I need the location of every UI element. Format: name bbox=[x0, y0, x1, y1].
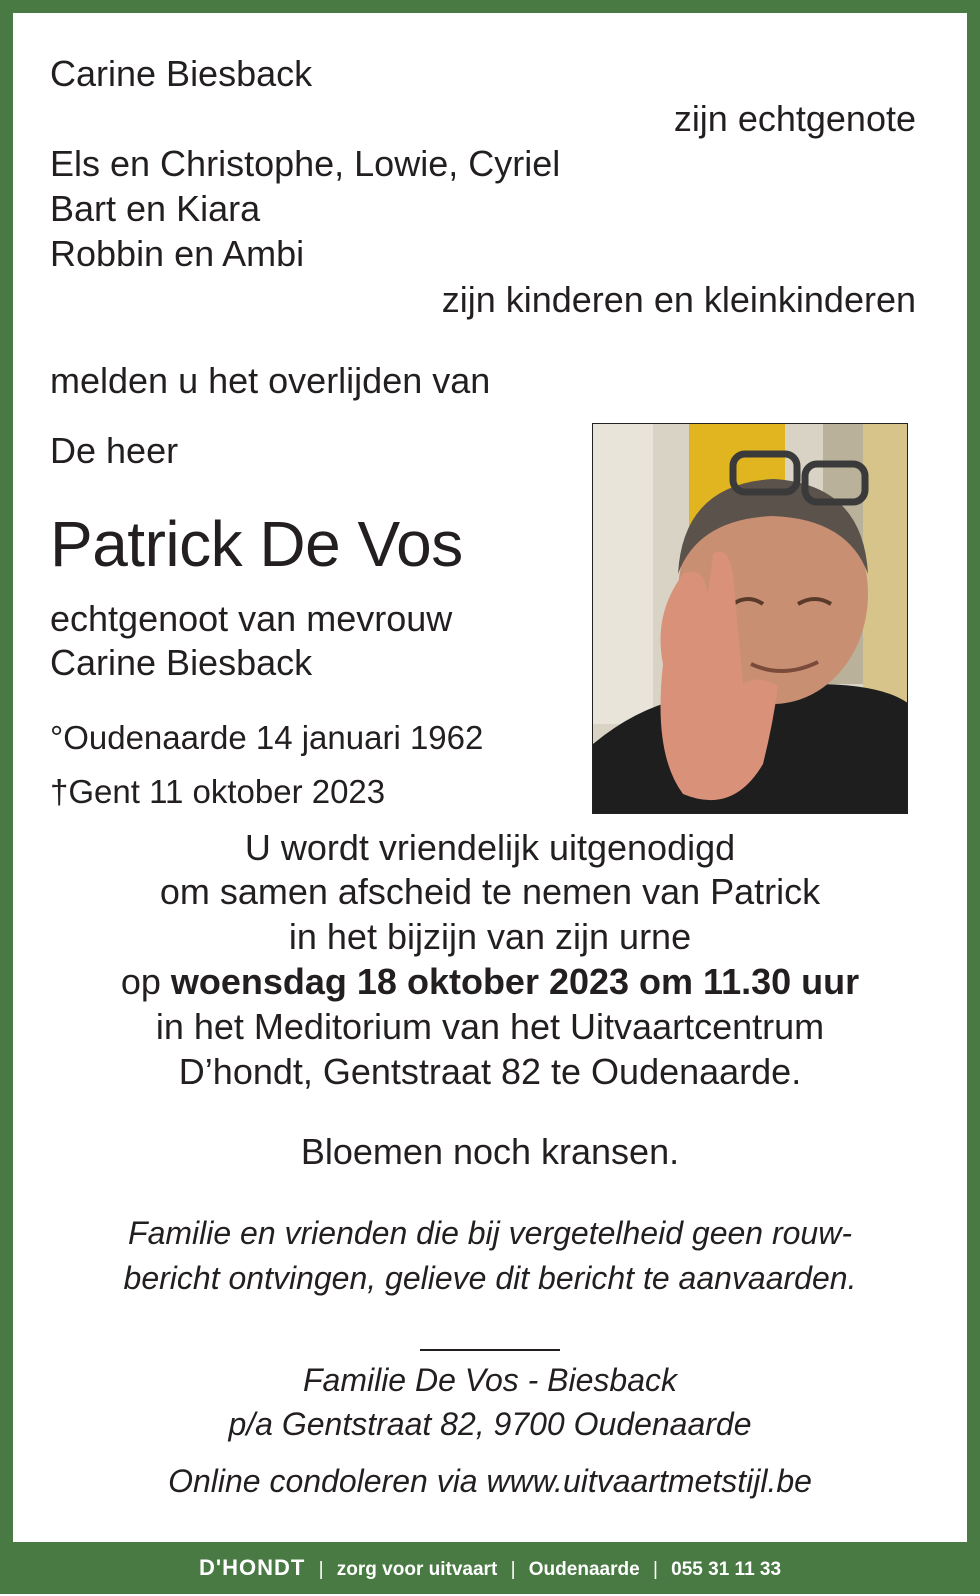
relation-line: Carine Biesback bbox=[50, 642, 313, 683]
portrait-illustration bbox=[593, 424, 908, 814]
footer-bar bbox=[0, 1542, 980, 1594]
children-role: zijn kinderen en kleinkinderen bbox=[441, 279, 916, 320]
spouse-role: zijn echtgenote bbox=[673, 98, 916, 139]
online-condolences: Online condoleren via www.uitvaartmetstijl.be bbox=[168, 1463, 812, 1499]
deceased-photo bbox=[592, 423, 908, 814]
family-signature: Familie De Vos - Biesback bbox=[302, 1362, 678, 1398]
children-line: Els en Christophe, Lowie, Cyriel bbox=[50, 143, 561, 184]
notice-line: bericht ontvingen, gelieve dit bericht te aanvaarden. bbox=[123, 1260, 857, 1296]
footer-city: Oudenaarde bbox=[528, 1559, 640, 1580]
funeral-home-logo: D'HONDT bbox=[198, 1555, 306, 1580]
children-line: Bart en Kiara bbox=[50, 188, 261, 229]
birth-date: °Oudenaarde 14 januari 1962 bbox=[50, 719, 484, 756]
family-address: p/a Gentstraat 82, 9700 Oudenaarde bbox=[228, 1406, 752, 1442]
children-line: Robbin en Ambi bbox=[50, 233, 305, 274]
footer-phone: 055 31 11 33 bbox=[671, 1559, 782, 1580]
invitation-date-line bbox=[13, 960, 967, 1004]
divider bbox=[420, 1349, 560, 1351]
footer-separator: | bbox=[652, 1559, 658, 1580]
spouse-name: Carine Biesback bbox=[50, 53, 313, 94]
footer-separator: | bbox=[318, 1559, 324, 1580]
footer-separator: | bbox=[510, 1559, 516, 1580]
invitation-date: woensdag 18 oktober 2023 om 11.30 uur bbox=[170, 961, 860, 1002]
footer-tagline: zorg voor uitvaart bbox=[336, 1559, 498, 1580]
invitation-line: in het Meditorium van het Uitvaartcentrum bbox=[155, 1006, 825, 1047]
relation-line: echtgenoot van mevrouw bbox=[50, 598, 453, 639]
announcement: melden u het overlijden van bbox=[50, 360, 491, 401]
notice-line: Familie en vrienden die bij vergetelheid geen rouw- bbox=[128, 1215, 852, 1251]
invitation-date-prefix: op bbox=[120, 961, 171, 1002]
invitation-line: D’hondt, Gentstraat 82 te Oudenaarde. bbox=[178, 1051, 802, 1092]
invitation-line: om samen afscheid te nemen van Patrick bbox=[159, 871, 821, 912]
deceased-name: Patrick De Vos bbox=[50, 508, 463, 580]
deceased-title: De heer bbox=[50, 430, 179, 471]
invitation-line: U wordt vriendelijk uitgenodigd bbox=[244, 827, 736, 868]
invitation-line: in het bijzijn van zijn urne bbox=[288, 916, 692, 957]
death-date: †Gent 11 oktober 2023 bbox=[50, 773, 386, 810]
flowers-note: Bloemen noch kransen. bbox=[300, 1131, 680, 1172]
